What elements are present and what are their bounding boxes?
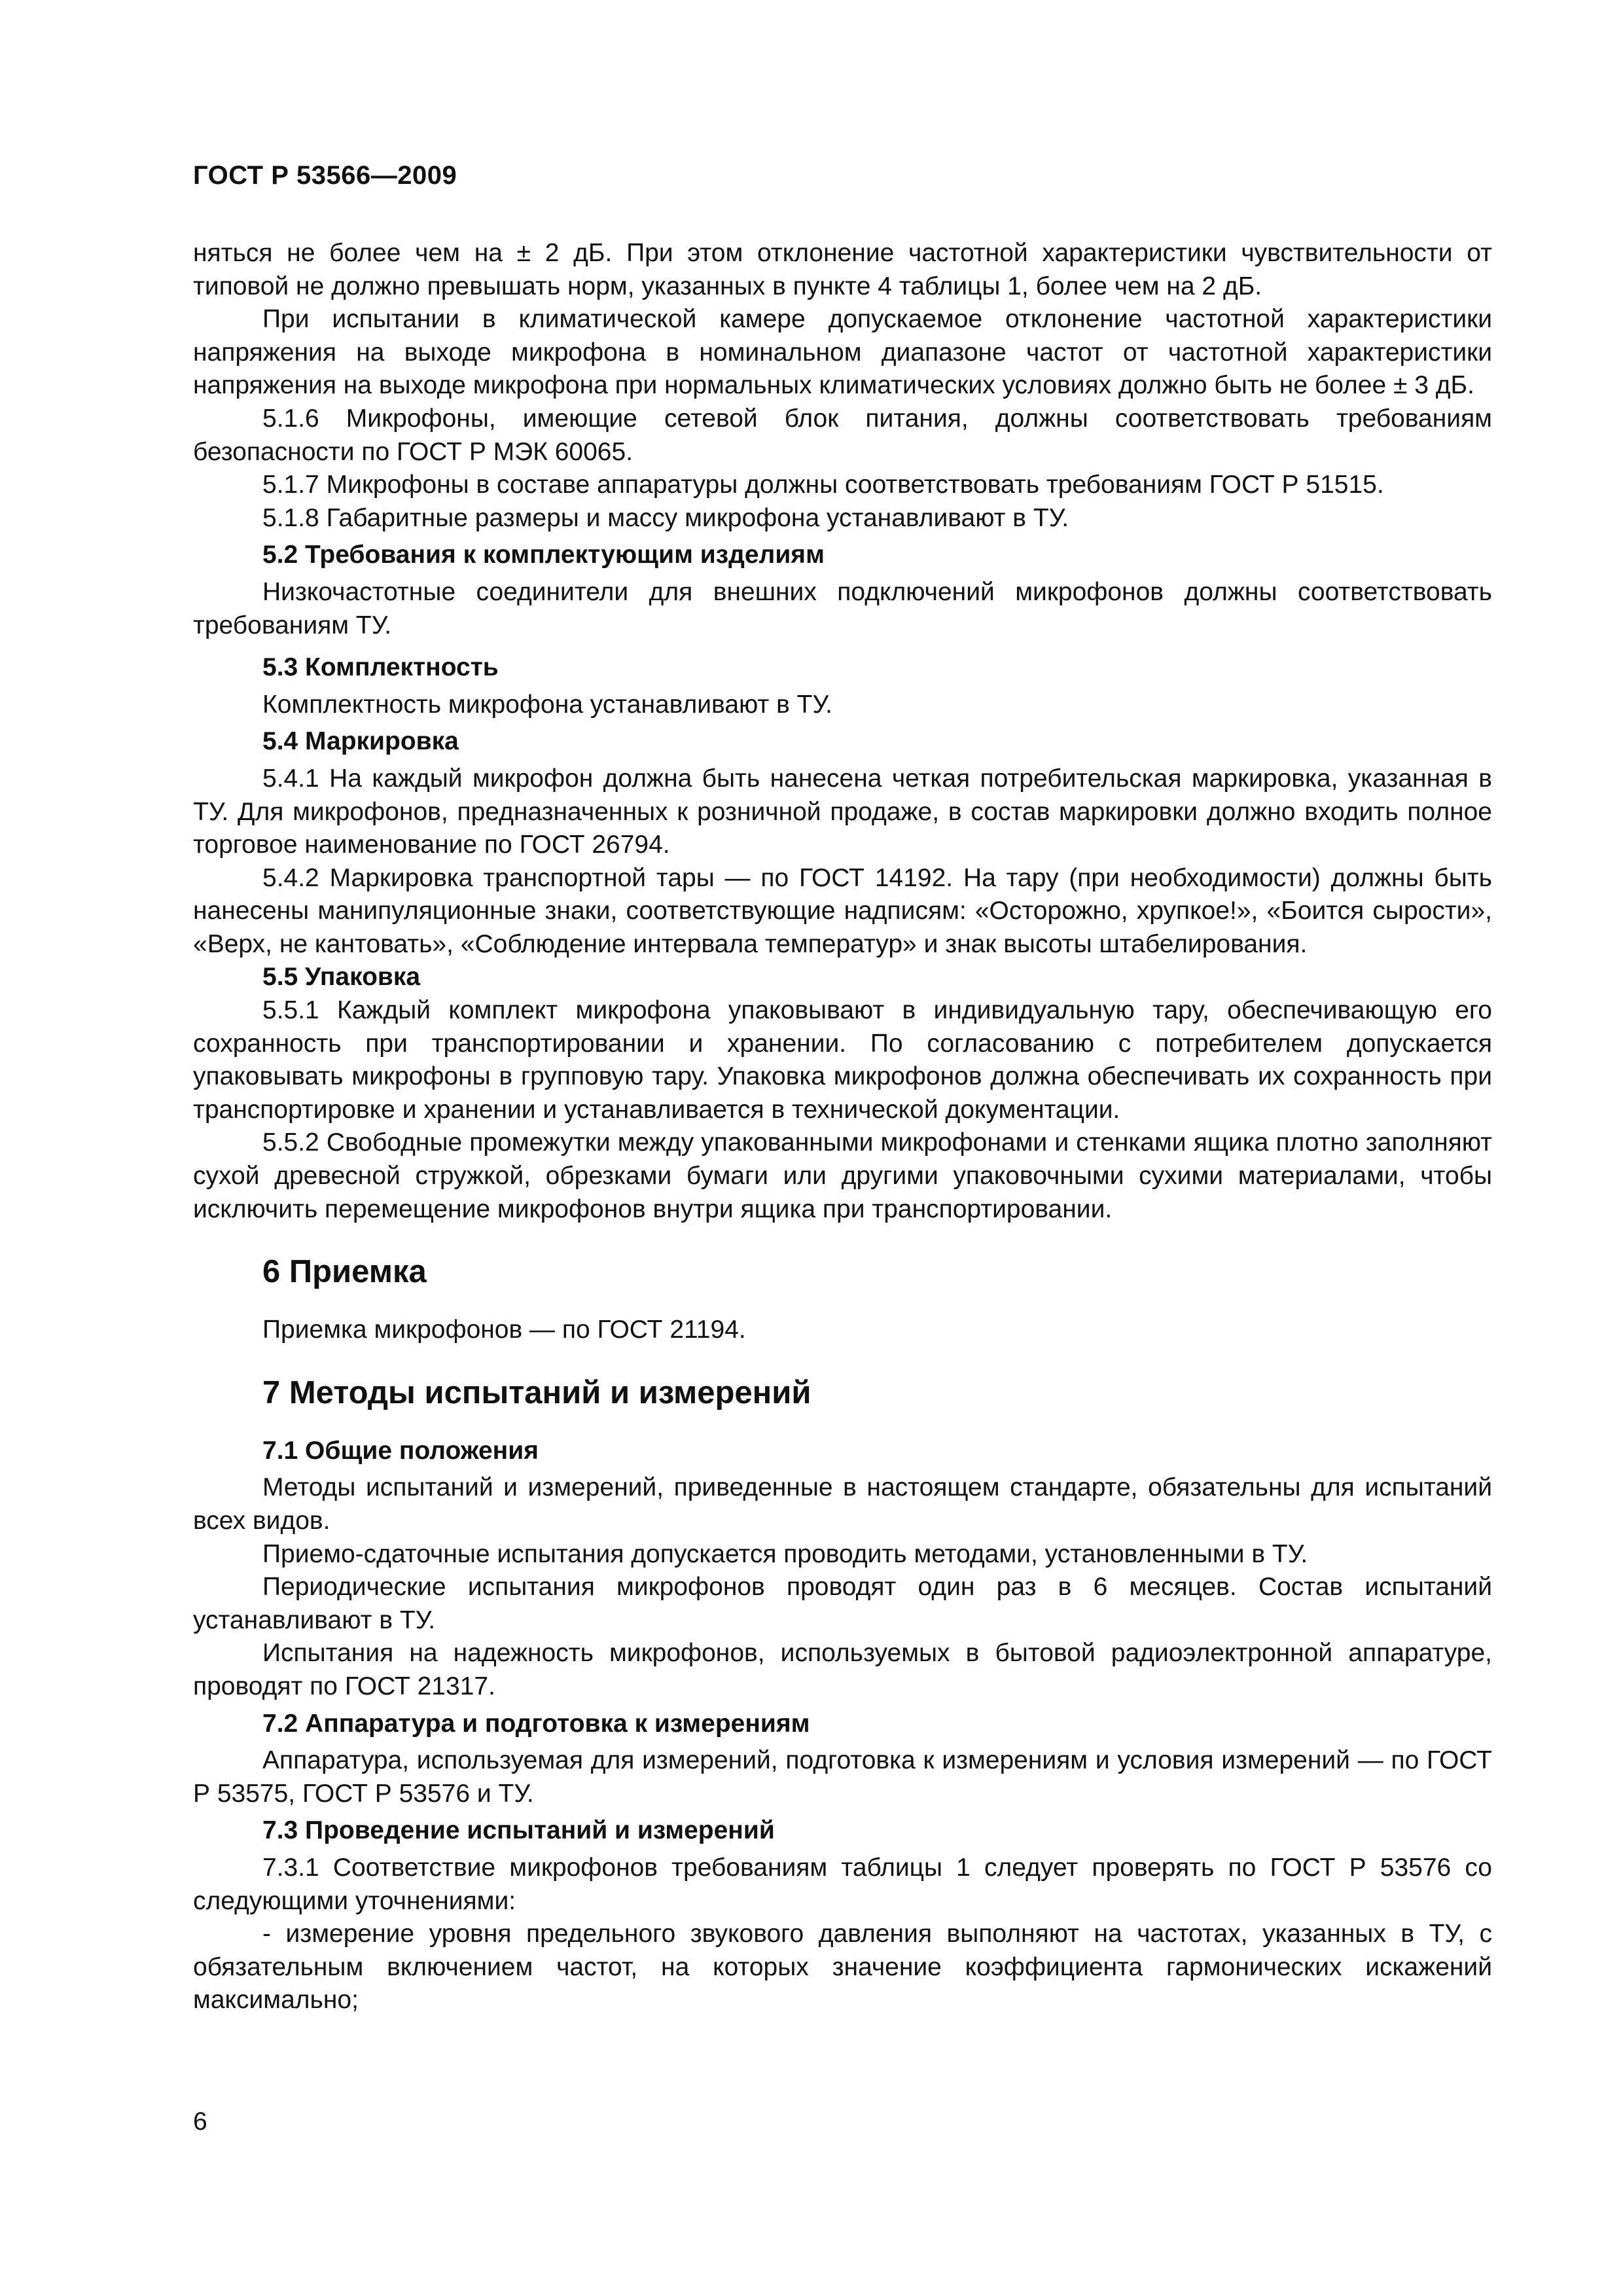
subsection-heading-5-4: 5.4 Маркировка: [262, 727, 459, 756]
clause-5-4-2: 5.4.2 Маркировка транспортной тары — по ГОСТ 14192. На тару (при необходимости) должны быть нанесены манипуляционные знаки, соответствующие надписям: «Осторожно, хрупкое!», «Боится сырости», «Верх, не кантовать», «Соблюдение интервала температур» и знак высоты штабелирования.: [193, 863, 1492, 958]
paragraph-equipment: Аппаратура, используемая для измерений, подготовка к измерениям и условия измерений — по ГОСТ Р 53575, ГОСТ Р 53576 и ТУ.: [193, 1746, 1492, 1808]
subsection-heading-5-5: 5.5 Упаковка: [262, 963, 421, 992]
subsection-heading-5-3: 5.3 Комплектность: [262, 653, 499, 682]
clause-7-3-1: 7.3.1 Соответствие микрофонов требованиям таблицы 1 следует проверять по ГОСТ Р 53576 со следующими уточнениями:: [193, 1853, 1492, 1915]
document-body: [193, 237, 1492, 2017]
paragraph-reliability-tests: Испытания на надежность микрофонов, используемых в бытовой радиоэлектронной аппаратуре, проводят по ГОСТ 21317.: [193, 1639, 1492, 1700]
subsection-heading-7-1: 7.1 Общие положения: [262, 1436, 539, 1465]
subsection-heading-5-2: 5.2 Требования к комплектующим изделиям: [262, 541, 825, 569]
clause-5-5-1: 5.5.1 Каждый комплект микрофона упаковывают в индивидуальную тару, обеспечивающую его сохранность при транспортировании и хранении. По согласованию с потребителем допускается упаковывать микрофоны в групповую тару. Упаковка микрофонов должна обеспечивать их сохранность при транспортировке и хранении и устанавливается в технической документации.: [193, 996, 1492, 1124]
paragraph-periodic-tests: Периодические испытания микрофонов проводят один раз в 6 месяцев. Состав испытаний устанавливают в ТУ.: [193, 1573, 1492, 1634]
section-heading-6: 6 Приемка: [262, 1254, 427, 1290]
document-header-code: ГОСТ Р 53566—2009: [193, 161, 457, 190]
clause-5-1-7: 5.1.7 Микрофоны в составе аппаратуры должны соответствовать требованиям ГОСТ Р 51515.: [262, 471, 1384, 499]
paragraph-acceptance: Приемка микрофонов — по ГОСТ 21194.: [262, 1316, 746, 1344]
paragraph-completeness: Комплектность микрофона устанавливают в ТУ.: [262, 690, 832, 719]
paragraph-acceptance-tests: Приемо-сдаточные испытания допускается проводить методами, установленными в ТУ.: [262, 1539, 1308, 1568]
paragraph-methods: Методы испытаний и измерений, приведенные в настоящем стандарте, обязательны для испытаний всех видов.: [193, 1473, 1492, 1535]
clause-5-4-1: 5.4.1 На каждый микрофон должна быть нанесена четкая потребительская маркировка, указанная в ТУ. Для микрофонов, предназначенных к розничной продаже, в состав маркировки должно входить полное торговое наименование по ГОСТ 26794.: [193, 764, 1492, 859]
subsection-heading-7-2: 7.2 Аппаратура и подготовка к измерениям: [262, 1709, 810, 1738]
paragraph-climate-chamber: При испытании в климатической камере допускаемое отклонение частотной характеристики напряжения на выходе микрофона в номинальном диапазоне частот от частотной характеристики напряжения на выходе микрофона при нормальных климатических условиях должно быть не более ± 3 дБ.: [193, 305, 1492, 400]
list-item-sound-pressure: - измерение уровня предельного звукового давления выполняют на частотах, указанных в ТУ, с обязательным включением частот, на которых значение коэффициента гармонических искажений максимально;: [193, 1920, 1492, 2015]
page-number: 6: [193, 2108, 207, 2136]
paragraph-connectors: Низкочастотные соединители для внешних подключений микрофонов должны соответствовать требованиям ТУ.: [193, 577, 1492, 639]
subsection-heading-7-3: 7.3 Проведение испытаний и измерений: [262, 1816, 775, 1845]
clause-5-5-2: 5.5.2 Свободные промежутки между упакованными микрофонами и стенками ящика плотно заполняют сухой древесной стружкой, обрезками бумаги или другими упаковочными сухими материалами, чтобы исключить перемещение микрофонов внутри ящика при транспортировании.: [193, 1128, 1492, 1223]
clause-5-1-8: 5.1.8 Габаритные размеры и массу микрофона устанавливают в ТУ.: [262, 503, 1069, 532]
clause-5-1-6: 5.1.6 Микрофоны, имеющие сетевой блок питания, должны соответствовать требованиям безопасности по ГОСТ Р МЭК 60065.: [193, 404, 1492, 466]
section-heading-7: 7 Методы испытаний и измерений: [262, 1374, 812, 1410]
paragraph-continuation: няться не более чем на ± 2 дБ. При этом отклонение частотной характеристики чувствительности от типовой не должно превышать норм, указанных в пункте 4 таблицы 1, более чем на 2 дБ.: [193, 239, 1492, 300]
